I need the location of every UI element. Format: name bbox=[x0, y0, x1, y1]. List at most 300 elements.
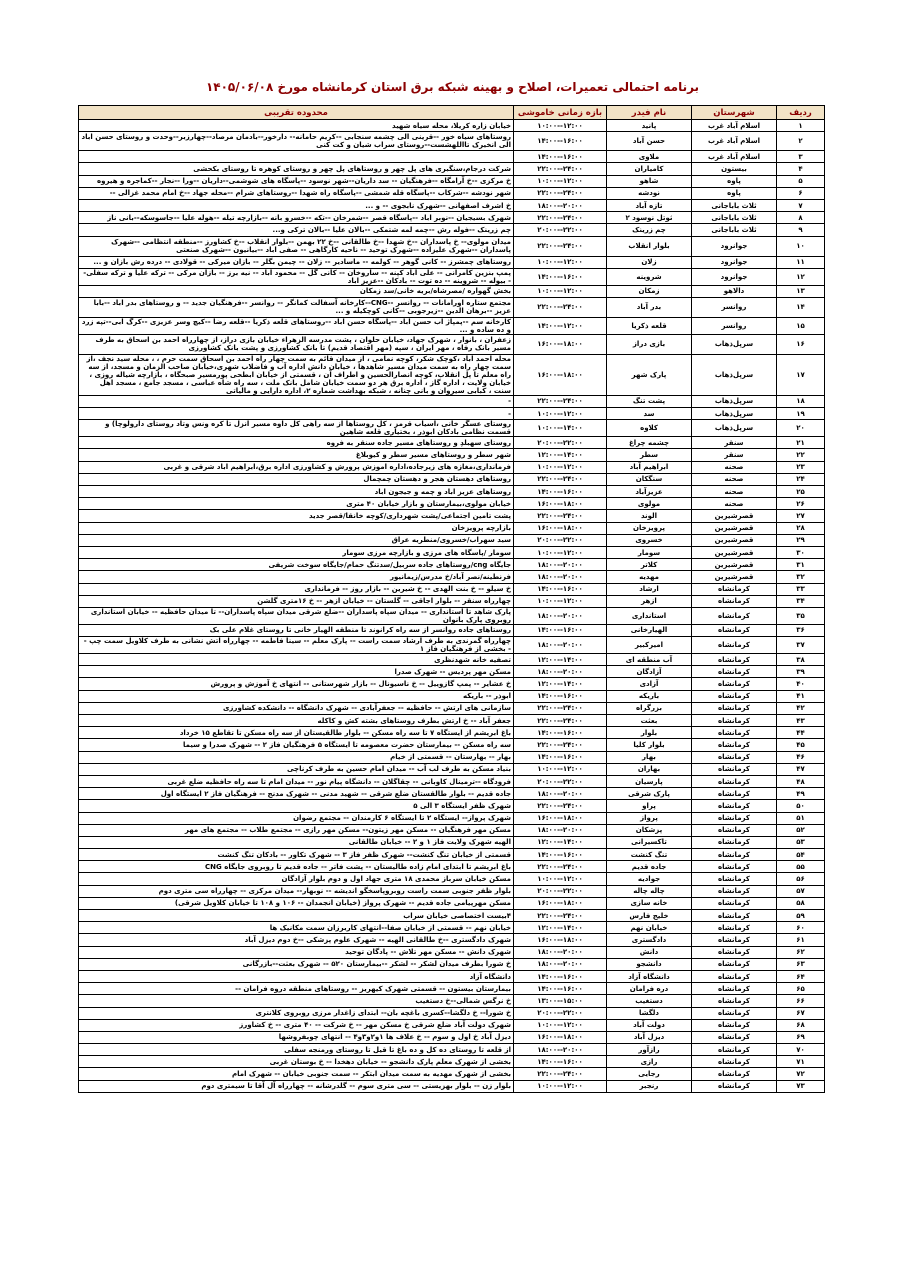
row-number: ۲۶ bbox=[777, 498, 825, 510]
time-cell: ۱۴:۰۰--۱۶:۰۰ bbox=[514, 151, 607, 163]
city-cell: کرمانشاه bbox=[692, 946, 777, 958]
time-cell: ۱۴:۰۰--۱۶:۰۰ bbox=[514, 1056, 607, 1068]
table-row bbox=[79, 946, 825, 958]
row-number: ۱۰ bbox=[777, 236, 825, 256]
area-cell: فرمانداری،مغازه های زیرجاده،اداره اموزش پرورش و کشاورزی اداره برق،ابراهیم اباد شرقی و غربی bbox=[79, 461, 514, 473]
table-row bbox=[79, 824, 825, 836]
time-cell: ۱۴:۰۰--۱۶:۰۰ bbox=[514, 624, 607, 636]
area-cell: زعفران ، بانوار ، شهرک جهاد، خیابان حلوان ، پشت مدرسه الزهراء خیابان بازی دراز، از چهارراه احمد بن اسحاق به طرف مسیر بانک رفاه ، مهر ایران ، سپه (مهر اقتصاد قدیم) تا بانک کشاورزی و پشت بانک کشاورزی bbox=[79, 334, 514, 354]
area-cell: جاده قدیم -- بلوار طالقستان ضلع شرقی -- شهید مدنی -- شهرک مدنج -- فرهنگیان فاز ۲ ایستگاه اول bbox=[79, 788, 514, 800]
table-row bbox=[79, 885, 825, 897]
feeder-cell: زمکان bbox=[607, 285, 692, 297]
header-city: شهرستان bbox=[692, 106, 777, 120]
table-row bbox=[79, 256, 825, 268]
city-cell: اسلام آباد غرب bbox=[692, 132, 777, 151]
time-cell: ۱۶:۰۰--۱۸:۰۰ bbox=[514, 522, 607, 534]
table-row bbox=[79, 800, 825, 812]
area-cell: محله احمد آباد ،کوچک شکر، کوچه نمامی ، از میدان قائم به سمت چهار راه احمد بن اسحاق سمت حرم ، ، محله سید نجف ،از سمت چهار راه به سمت میدان مسیر شاهدها ، خیابان دانش اداره آب و فاضلاب شهری،خیابان صاحب الزمان و مسجد، از سه راه معلم تا پل انقلاب، کوچه انصارالحسین و اطراف آن ، قسمتی از خیابان ابطحی پورمسیر صبحگاه ، بازارچه شیاله روزی ، خیابان ولایت ، اداره گاز ، اداره برق هر دو سمت خیابان شامل بانک ملت ، سه راه شاه عباسی ، مسجد جامع ، مسجد اهل سنت ، کبابی سیروان و بانی چنانه ، شبکه بهداشت شماره ۲، اداره دارایی و مالیاتی bbox=[79, 354, 514, 395]
feeder-cell: پزشکان bbox=[607, 824, 692, 836]
time-cell: ۱۴:۰۰--۱۶:۰۰ bbox=[514, 970, 607, 982]
city-cell: کرمانشاه bbox=[692, 812, 777, 824]
feeder-cell: بهار bbox=[607, 751, 692, 763]
time-cell: ۲۰:۰۰--۲۲:۰۰ bbox=[514, 437, 607, 449]
row-number: ۱۲ bbox=[777, 268, 825, 285]
city-cell: کرمانشاه bbox=[692, 666, 777, 678]
area-cell: چهارراه سنقر -- بلوار اجاقی -- گلستان -- خیابان ازهر -- خ ۱۶متری گلشن bbox=[79, 595, 514, 607]
city-cell: قصرشیرین bbox=[692, 534, 777, 546]
city-cell: قصرشیرین bbox=[692, 571, 777, 583]
time-cell: ۱۰:۰۰--۱۲:۰۰ bbox=[514, 120, 607, 132]
table-row bbox=[79, 420, 825, 437]
feeder-cell: ارشاد bbox=[607, 583, 692, 595]
city-cell: کرمانشاه bbox=[692, 861, 777, 873]
time-cell: ۲۲:۰۰--۲۴:۰۰ bbox=[514, 739, 607, 751]
city-cell: کرمانشاه bbox=[692, 739, 777, 751]
area-cell: خ نرگس شمالی--خ دستغیب bbox=[79, 995, 514, 1007]
row-number: ۳۵ bbox=[777, 607, 825, 624]
time-cell: ۱۰:۰۰--۱۲:۰۰ bbox=[514, 595, 607, 607]
feeder-cell: بلوار کلیا bbox=[607, 739, 692, 751]
city-cell: سرپل‌ذهاب bbox=[692, 354, 777, 395]
feeder-cell: بلوار bbox=[607, 727, 692, 739]
city-cell: کرمانشاه bbox=[692, 970, 777, 982]
area-cell: بخشی از شهرک مهدیه به سمت میدان ابتکر -- سمت جنوبی خیابان -- شهرک امام bbox=[79, 1068, 514, 1080]
time-cell: ۱۶:۰۰--۱۸:۰۰ bbox=[514, 812, 607, 824]
table-row bbox=[79, 763, 825, 775]
table-row bbox=[79, 607, 825, 624]
table-row bbox=[79, 334, 825, 354]
feeder-cell: مهدیه bbox=[607, 571, 692, 583]
row-number: ۱۴ bbox=[777, 297, 825, 317]
time-cell: ۱۲:۰۰--۱۴:۰۰ bbox=[514, 922, 607, 934]
table-row bbox=[79, 910, 825, 922]
area-cell: روستاهای سیاه خور --قرینی الی چشمه سنجابی --کریم حامانه-- دارخور--بادمان مرصاد--چهارزبر--وحدت و روستای حسن اباد الی انخیرک تااللهشست--روستای سراب شیان و کت کنی bbox=[79, 132, 514, 151]
area-cell: جایگاه cng/روستاهای جاده سربیل/سدتنگ حمام/جایگاه سوخت شریفی bbox=[79, 559, 514, 571]
time-cell: ۲۲:۰۰--۲۴:۰۰ bbox=[514, 297, 607, 317]
time-cell: ۱۲:۰۰--۱۴:۰۰ bbox=[514, 678, 607, 690]
feeder-cell: ازهر bbox=[607, 595, 692, 607]
feeder-cell: تنگ کنشت bbox=[607, 849, 692, 861]
table-row bbox=[79, 120, 825, 132]
feeder-cell: جوادیه bbox=[607, 873, 692, 885]
area-cell: چم زرینک --فوله رش --چمه لمه شتمکی --بالان علیا --بالان ترکی و... bbox=[79, 224, 514, 236]
time-cell: ۱۶:۰۰--۱۸:۰۰ bbox=[514, 334, 607, 354]
row-number: ۵۲ bbox=[777, 824, 825, 836]
table-row bbox=[79, 473, 825, 485]
area-cell: مسکن خیابان سرباز محمدی ۱۸ متری جهاد اول و دوم بلوار آزادگان bbox=[79, 873, 514, 885]
time-cell: ۱۳:۰۰--۱۵:۰۰ bbox=[514, 995, 607, 1007]
feeder-cell: خانه سازی bbox=[607, 897, 692, 909]
table-row bbox=[79, 285, 825, 297]
feeder-cell: پارک شهر bbox=[607, 354, 692, 395]
feeder-cell: جاده قدیم bbox=[607, 861, 692, 873]
area-cell: خ عشایر -- پمپ گازوییل -- خ ناسیونال -- بازار شهرستانی -- انتهای خ آموزش و پرورش bbox=[79, 678, 514, 690]
row-number: ۴۴ bbox=[777, 727, 825, 739]
feeder-cell: باریکه bbox=[607, 690, 692, 702]
area-cell: خ شورا بطرف میدان لشکر -- لشکر --بیمارستان ۵۲۰ -- شهرک بعثت--بازرگانی bbox=[79, 958, 514, 970]
row-number: ۲۲ bbox=[777, 449, 825, 461]
table-row bbox=[79, 727, 825, 739]
city-cell: کرمانشاه bbox=[692, 1080, 777, 1092]
city-cell: کرمانشاه bbox=[692, 1007, 777, 1019]
time-cell: ۱۰:۰۰--۱۲:۰۰ bbox=[514, 256, 607, 268]
table-row bbox=[79, 449, 825, 461]
feeder-cell: بزرگراه bbox=[607, 702, 692, 714]
outage-schedule-table bbox=[78, 105, 825, 1093]
row-number: ۱۹ bbox=[777, 408, 825, 420]
city-cell: کرمانشاه bbox=[692, 595, 777, 607]
area-cell: خیابان مولوی،بیمارستان و بازار خیابان ۴۰ متری bbox=[79, 498, 514, 510]
time-cell: ۱۰:۰۰--۱۲:۰۰ bbox=[514, 763, 607, 775]
table-row bbox=[79, 268, 825, 285]
row-number: ۵۷ bbox=[777, 885, 825, 897]
feeder-cell: دادگستری bbox=[607, 934, 692, 946]
area-cell: - bbox=[79, 395, 514, 407]
table-row bbox=[79, 775, 825, 787]
city-cell: اسلام آباد غرب bbox=[692, 120, 777, 132]
area-cell: روستای سهبلدِ و روستاهای مسیر جاده سنقر به فروه bbox=[79, 437, 514, 449]
city-cell: کرمانشاه bbox=[692, 1068, 777, 1080]
city-cell: جوانرود bbox=[692, 236, 777, 256]
table-row bbox=[79, 498, 825, 510]
feeder-cell: ابراهیم آباد bbox=[607, 461, 692, 473]
table-row bbox=[79, 812, 825, 824]
time-cell: ۱۸:۰۰--۲۰:۰۰ bbox=[514, 946, 607, 958]
table-row bbox=[79, 175, 825, 187]
table-row bbox=[79, 354, 825, 395]
row-number: ۵۶ bbox=[777, 873, 825, 885]
city-cell: کرمانشاه bbox=[692, 583, 777, 595]
area-cell: سه راه مسکن -- بیمارستان حضرت معصومه تا ایستگاه ۵ فرهنگیان فاز ۲ -- شهرک صدرا و سیما bbox=[79, 739, 514, 751]
feeder-cell: کلاوه bbox=[607, 420, 692, 437]
time-cell: ۱۰:۰۰--۱۲:۰۰ bbox=[514, 1080, 607, 1092]
feeder-cell: رجایی bbox=[607, 1068, 692, 1080]
table-row bbox=[79, 678, 825, 690]
feeder-cell: دیزل آباد bbox=[607, 1031, 692, 1043]
feeder-cell: امیرکبیر bbox=[607, 637, 692, 654]
row-number: ۴ bbox=[777, 163, 825, 175]
city-cell: سرپل‌ذهاب bbox=[692, 334, 777, 354]
time-cell: ۱۰:۰۰--۱۲:۰۰ bbox=[514, 1019, 607, 1031]
row-number: ۶۳ bbox=[777, 958, 825, 970]
table-row bbox=[79, 212, 825, 224]
feeder-cell: استانداری bbox=[607, 607, 692, 624]
time-cell: ۲۲:۰۰--۲۴:۰۰ bbox=[514, 1068, 607, 1080]
area-cell: فرنطینه/نصر آباد/خ مدرس/زیمانیور bbox=[79, 571, 514, 583]
feeder-cell: دلگشا bbox=[607, 1007, 692, 1019]
city-cell: کرمانشاه bbox=[692, 624, 777, 636]
area-cell: مسکن مهرپیامی جاده قدیم -- شهرک پرواز (خیابان انجمدان -- ۱۰۶ و ۱۰۸ تا خیابان کلاویل شرقی) bbox=[79, 897, 514, 909]
city-cell: کرمانشاه bbox=[692, 1056, 777, 1068]
area-cell bbox=[79, 151, 514, 163]
city-cell: کرمانشاه bbox=[692, 1019, 777, 1031]
feeder-cell: بدر آباد bbox=[607, 297, 692, 317]
table-row bbox=[79, 595, 825, 607]
time-cell: ۲۲:۰۰--۲۴:۰۰ bbox=[514, 800, 607, 812]
city-cell: پاوه bbox=[692, 187, 777, 199]
time-cell: ۱۸:۰۰--۲۰:۰۰ bbox=[514, 958, 607, 970]
city-cell: قصرشیرین bbox=[692, 559, 777, 571]
time-cell: ۲۲:۰۰--۲۴:۰۰ bbox=[514, 473, 607, 485]
time-cell: ۱۰:۰۰--۱۲:۰۰ bbox=[514, 408, 607, 420]
time-cell: ۱۲:۰۰--۱۴:۰۰ bbox=[514, 836, 607, 848]
area-cell: الهیه شهرک ولایت فاز ۱ و ۲ -- خیابان طالقانی bbox=[79, 836, 514, 848]
table-row bbox=[79, 151, 825, 163]
area-cell: مجتمع ستاره اورامانات -- روانسر --CNG--کارخانه آسفالت کمانگر -- روانسر --فرهنگیان جدید -- و روستاهای بدر اباد --بابا عزیز --برهان الدین --زیرجوبی --کانی کوچکیله و ... bbox=[79, 297, 514, 317]
row-number: ۵ bbox=[777, 175, 825, 187]
city-cell: صحنه bbox=[692, 498, 777, 510]
feeder-cell: کامیاران bbox=[607, 163, 692, 175]
area-cell: بهار -- بهارستان -- قسمتی از خیام bbox=[79, 751, 514, 763]
area-cell: پشت تامین اجتماعی/پشت شهرداری/کوچه خانقا/قصر جدید bbox=[79, 510, 514, 522]
city-cell: کرمانشاه bbox=[692, 922, 777, 934]
feeder-cell: بلوار انقلاب bbox=[607, 236, 692, 256]
feeder-cell: آزادگان bbox=[607, 666, 692, 678]
table-row bbox=[79, 849, 825, 861]
row-number: ۹ bbox=[777, 224, 825, 236]
area-cell: شهرک دولت آباد ضلع شرقی خ مسکن مهر -- خ شرکت -- ۴۰ متری -- خ کشاورز bbox=[79, 1019, 514, 1031]
area-cell: - bbox=[79, 408, 514, 420]
city-cell: روانسر bbox=[692, 317, 777, 334]
row-number: ۳۲ bbox=[777, 571, 825, 583]
row-number: ۳۳ bbox=[777, 583, 825, 595]
city-cell: قصرشیرین bbox=[692, 510, 777, 522]
row-number: ۵۴ bbox=[777, 849, 825, 861]
area-cell: شهر نودشه --شرکاب --پاسگاه قله شمشی --پاسگاه راه شهدا --روستاهای شرام --محله جهاد --خ امام محمد غزالی -- bbox=[79, 187, 514, 199]
table-row bbox=[79, 571, 825, 583]
time-cell: ۲۲:۰۰--۲۴:۰۰ bbox=[514, 236, 607, 256]
area-cell: مسکن مهر پردیس -- شهرک صدرا bbox=[79, 666, 514, 678]
area-cell: بخشی از شهرک معلم پارک دانشجو -- خیابان دهخدا -- خ بوستان غربی bbox=[79, 1056, 514, 1068]
feeder-cell: الهیارخانی bbox=[607, 624, 692, 636]
city-cell: کرمانشاه bbox=[692, 824, 777, 836]
table-row bbox=[79, 461, 825, 473]
time-cell: ۲۲:۰۰--۲۴:۰۰ bbox=[514, 212, 607, 224]
table-row bbox=[79, 163, 825, 175]
time-cell: ۲۲:۰۰--۲۴:۰۰ bbox=[514, 910, 607, 922]
row-number: ۳۱ bbox=[777, 559, 825, 571]
header-feeder: نام فیدر bbox=[607, 106, 692, 120]
row-number: ۴۸ bbox=[777, 775, 825, 787]
city-cell: کرمانشاه bbox=[692, 836, 777, 848]
row-number: ۷۱ bbox=[777, 1056, 825, 1068]
row-number: ۴۱ bbox=[777, 690, 825, 702]
city-cell: سرپل‌ذهاب bbox=[692, 420, 777, 437]
time-cell: ۱۸:۰۰--۲۰:۰۰ bbox=[514, 788, 607, 800]
table-row bbox=[79, 408, 825, 420]
city-cell: ثلاث باباجانی bbox=[692, 212, 777, 224]
city-cell: سرپل‌ذهاب bbox=[692, 408, 777, 420]
table-row bbox=[79, 1068, 825, 1080]
time-cell: ۱۴:۰۰--۱۶:۰۰ bbox=[514, 727, 607, 739]
area-cell: خ اشرف اصفهانی --شهرک نابجوی -- و ... bbox=[79, 199, 514, 211]
city-cell: سنقر bbox=[692, 449, 777, 461]
time-cell: ۱۶:۰۰--۱۸:۰۰ bbox=[514, 897, 607, 909]
time-cell: ۲۲:۰۰--۲۴:۰۰ bbox=[514, 163, 607, 175]
city-cell: کرمانشاه bbox=[692, 702, 777, 714]
row-number: ۳۷ bbox=[777, 637, 825, 654]
city-cell: بیستون bbox=[692, 163, 777, 175]
row-number: ۴۵ bbox=[777, 739, 825, 751]
area-cell: بیمارستان بیستون -- قسمتی شهرک کیهریز -- روستاهای منطقه دروه فرامان -- bbox=[79, 983, 514, 995]
row-number: ۲۸ bbox=[777, 522, 825, 534]
area-cell: بلوار زن -- بلوار بهزیستی -- سی متری سوم -- گلدرشانه -- چهارراه آل آقا تا سیمتری دوم bbox=[79, 1080, 514, 1092]
table-row bbox=[79, 546, 825, 558]
city-cell: کرمانشاه bbox=[692, 934, 777, 946]
feeder-cell: عزیزآباد bbox=[607, 486, 692, 498]
table-row bbox=[79, 873, 825, 885]
row-number: ۲۹ bbox=[777, 534, 825, 546]
time-cell: ۱۴:۰۰--۱۶:۰۰ bbox=[514, 268, 607, 285]
time-cell: ۱۴:۰۰--۱۶:۰۰ bbox=[514, 751, 607, 763]
table-row bbox=[79, 1019, 825, 1031]
row-number: ۴۶ bbox=[777, 751, 825, 763]
area-cell: چهارراه گمرندی به طرف ارشاد سمت راست -- پارک معلم -- سینا فاطمه -- چهارراه آتش نشانی به طرف کلاویل سمت چپ -- بخشی از فرهنگیان فاز ۱ bbox=[79, 637, 514, 654]
feeder-cell: پارک شرقی bbox=[607, 788, 692, 800]
city-cell: کرمانشاه bbox=[692, 637, 777, 654]
city-cell: کرمانشاه bbox=[692, 727, 777, 739]
row-number: ۴۰ bbox=[777, 678, 825, 690]
row-number: ۸ bbox=[777, 212, 825, 224]
feeder-cell: پرواز bbox=[607, 812, 692, 824]
row-number: ۱ bbox=[777, 120, 825, 132]
time-cell: ۱۲:۰۰--۱۴:۰۰ bbox=[514, 449, 607, 461]
table-row bbox=[79, 739, 825, 751]
row-number: ۵۹ bbox=[777, 910, 825, 922]
area-cell: روستاهای دهستان هجر و دهستان چمچمال bbox=[79, 473, 514, 485]
time-cell: ۲۲:۰۰--۲۴:۰۰ bbox=[514, 187, 607, 199]
area-cell: شهرک بسیجیان --نوبر اباد --پاسگاه قصر --شمرخان --تکه --خسرو بانه --بازارچه تیله --هوله علیا --جاسوسکه--بانی ناز bbox=[79, 212, 514, 224]
time-cell: ۱۸:۰۰--۲۰:۰۰ bbox=[514, 1044, 607, 1056]
area-cell: سید سهراب/خسروی/منطریه عراق bbox=[79, 534, 514, 546]
area-cell: بلوار ظفر جنوبی سمت راست روبروپاسخگو اندیشه -- نوبهار-- میدان مرکزی -- چهارراه سی متری دوم bbox=[79, 885, 514, 897]
row-number: ۳۰ bbox=[777, 546, 825, 558]
area-cell: سازمانی های ارتش -- حافظیه -- جعفرآبادی -- شهرک دانشگاه -- دانشکده کشاورزی bbox=[79, 702, 514, 714]
row-number: ۲۴ bbox=[777, 473, 825, 485]
table-row bbox=[79, 624, 825, 636]
row-number: ۳۹ bbox=[777, 666, 825, 678]
row-number: ۷ bbox=[777, 199, 825, 211]
time-cell: ۲۲:۰۰--۲۴:۰۰ bbox=[514, 715, 607, 727]
row-number: ۵۰ bbox=[777, 800, 825, 812]
city-cell: کرمانشاه bbox=[692, 910, 777, 922]
area-cell: پارک شاهد تا استانداری -- میدان سپاه پاسداران --ضلع شرقی میدان سپاه پاسداران-- تا میدان حافظیه -- خیابان استانداری روبروی پارک بانوان bbox=[79, 607, 514, 624]
city-cell: جوانرود bbox=[692, 256, 777, 268]
time-cell: ۲۲:۰۰--۲۴:۰۰ bbox=[514, 702, 607, 714]
feeder-cell: خسروی bbox=[607, 534, 692, 546]
area-cell: شهرک پرواز-- ایستگاه ۲ تا ایستگاه ۶ کارمندان -- مجتمع رضوان bbox=[79, 812, 514, 824]
table-row bbox=[79, 922, 825, 934]
feeder-cell: زلان bbox=[607, 256, 692, 268]
area-cell: خیابان نهم -- قسمتی از خیابان صفا--انتهای کاربرزان سمت مکانیک ها bbox=[79, 922, 514, 934]
feeder-cell: آب منطقه ای bbox=[607, 654, 692, 666]
feeder-cell: پانید bbox=[607, 120, 692, 132]
header-area: محدوده تقریبی bbox=[79, 106, 514, 120]
area-cell: بازارچه پرویزخان bbox=[79, 522, 514, 534]
time-cell: ۱۰:۰۰--۱۲:۰۰ bbox=[514, 175, 607, 187]
table-row bbox=[79, 1080, 825, 1092]
area-cell: شهر سطر و روستاهای مسیر سطر و کیوبلاغ bbox=[79, 449, 514, 461]
time-cell: ۱۰:۰۰--۱۲:۰۰ bbox=[514, 285, 607, 297]
table-row bbox=[79, 666, 825, 678]
table-row bbox=[79, 715, 825, 727]
area-cell: میدان مولوی-- خ پاسداران --خ شهدا --خ طالقانی --خ ۲۲ بهمن --بلوار انقلاب --خ کشاورز --منطقه انتظامی --شهرک پاسداران --شهرک علیزاده --شهرک توحید -- ناحیه کارگاهی -- صفی اباد --بیانیون --شهرک صنعتی bbox=[79, 236, 514, 256]
area-cell: ابوذر -- باریکه bbox=[79, 690, 514, 702]
feeder-cell: سنگکان bbox=[607, 473, 692, 485]
feeder-cell: قلعه ذکریا bbox=[607, 317, 692, 334]
table-row bbox=[79, 702, 825, 714]
city-cell: کرمانشاه bbox=[692, 690, 777, 702]
row-number: ۴۲ bbox=[777, 702, 825, 714]
city-cell: کرمانشاه bbox=[692, 800, 777, 812]
area-cell: بخش گهواره /مصرشاه/بریه خانی/سد زمکان bbox=[79, 285, 514, 297]
time-cell: ۱۰:۰۰--۱۲:۰۰ bbox=[514, 873, 607, 885]
row-number: ۷۳ bbox=[777, 1080, 825, 1092]
table-row bbox=[79, 970, 825, 982]
table-row bbox=[79, 187, 825, 199]
table-row bbox=[79, 934, 825, 946]
city-cell: کرمانشاه bbox=[692, 849, 777, 861]
header-outage-time: بازه زمانی خاموشی bbox=[514, 106, 607, 120]
row-number: ۲۱ bbox=[777, 437, 825, 449]
city-cell: کرمانشاه bbox=[692, 1044, 777, 1056]
row-number: ۶۹ bbox=[777, 1031, 825, 1043]
table-row bbox=[79, 510, 825, 522]
row-number: ۵۵ bbox=[777, 861, 825, 873]
city-cell: کرمانشاه bbox=[692, 775, 777, 787]
table-row bbox=[79, 395, 825, 407]
time-cell: ۲۲:۰۰--۲۴:۰۰ bbox=[514, 861, 607, 873]
row-number: ۱۷ bbox=[777, 354, 825, 395]
area-cell: شهرک دانش -- مسکن مهر تلاش -- پادگان توحید bbox=[79, 946, 514, 958]
area-cell: خ سیلو -- خ بنت الهدی -- خ شیرین -- بازار روز -- فرمانداری bbox=[79, 583, 514, 595]
time-cell: ۱۸:۰۰--۲۰:۰۰ bbox=[514, 571, 607, 583]
feeder-cell: رازی bbox=[607, 1056, 692, 1068]
row-number: ۶۶ bbox=[777, 995, 825, 1007]
table-row bbox=[79, 317, 825, 334]
city-cell: پاوه bbox=[692, 175, 777, 187]
city-cell: کرمانشاه bbox=[692, 983, 777, 995]
area-cell: روستای عسگر خانی ،آسیاب قرمز ، کل روستاها از سه راهی کل داوه مسیر آنزل تا کره ونس وتاد روستای دارولوچا) و قسمت نظامی بادکان ابوذر ، بختیاری قلعه شاهین bbox=[79, 420, 514, 437]
time-cell: ۱۶:۰۰--۱۸:۰۰ bbox=[514, 498, 607, 510]
row-number: ۲۳ bbox=[777, 461, 825, 473]
row-number: ۷۰ bbox=[777, 1044, 825, 1056]
feeder-cell: نودشه bbox=[607, 187, 692, 199]
feeder-cell: چم زرینک bbox=[607, 224, 692, 236]
feeder-cell: رنجبر bbox=[607, 1080, 692, 1092]
city-cell: صحنه bbox=[692, 486, 777, 498]
feeder-cell: دستغیب bbox=[607, 995, 692, 1007]
time-cell: ۱۴:۰۰--۱۲:۰۰ bbox=[514, 317, 607, 334]
time-cell: ۲۰:۰۰--۲۲:۰۰ bbox=[514, 224, 607, 236]
feeder-cell: سومار bbox=[607, 546, 692, 558]
row-number: ۶ bbox=[777, 187, 825, 199]
row-number: ۳۶ bbox=[777, 624, 825, 636]
row-number: ۱۸ bbox=[777, 395, 825, 407]
row-number: ۳۸ bbox=[777, 654, 825, 666]
area-cell: شهرک ظفر ایستگاه ۳ الی ۵ bbox=[79, 800, 514, 812]
table-row bbox=[79, 836, 825, 848]
table-row bbox=[79, 583, 825, 595]
area-cell: سومار /پاسگاه های مرزی و بازارچه مرزی سومار bbox=[79, 546, 514, 558]
time-cell: ۱۸:۰۰--۲۰:۰۰ bbox=[514, 199, 607, 211]
area-cell: دیزل آباد خ اول و سوم -- خ علاف ها ۱و۲و۳و۴ -- انتهای چوبفروشها bbox=[79, 1031, 514, 1043]
table-row bbox=[79, 1056, 825, 1068]
area-cell: دانشگاه آزاد bbox=[79, 970, 514, 982]
feeder-cell: آزادی bbox=[607, 678, 692, 690]
city-cell: قصرشیرین bbox=[692, 546, 777, 558]
time-cell: ۲۰:۰۰--۲۲:۰۰ bbox=[514, 534, 607, 546]
